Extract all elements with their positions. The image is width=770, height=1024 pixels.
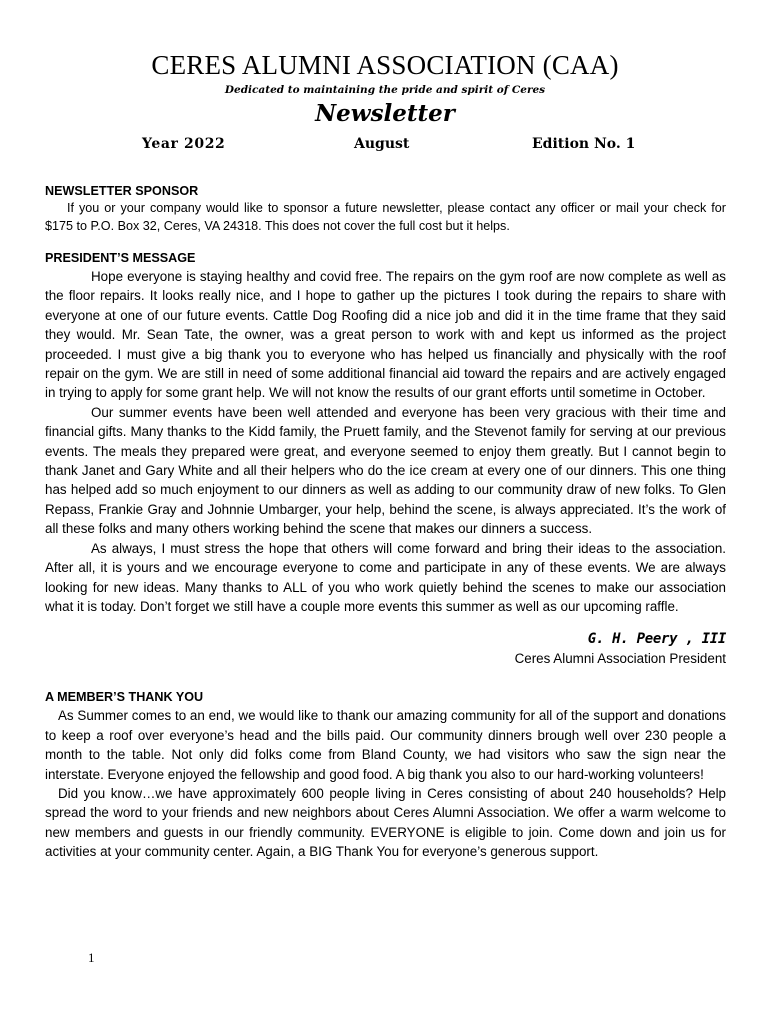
sponsor-text: If you or your company would like to sponsor a future newsletter, please contact any officer or mail your check for $175 to P.O. Box 32, Ceres, VA 24318. This does not cover the full cost but it helps. [45, 201, 726, 233]
president-heading: PRESIDENT’S MESSAGE [45, 251, 196, 265]
newsletter-body [45, 182, 726, 862]
edition-year: Year 2022 [142, 136, 226, 152]
member-thanks-paragraph: As Summer comes to an end, we would like to thank our amazing community for all of the support and donations to keep a roof over everyone’s head and the bills paid. Our community dinners brough well over 230 people a month to the table. Not only did folks come from Bland County, we had visitors who saw the sign near the interstate. Everyone enjoyed the fellowship and good food. A big thank you also to our hard-working volunteers! [45, 708, 726, 782]
association-title: CERES ALUMNI ASSOCIATION (CAA) [151, 50, 619, 80]
member-thanks-heading: A MEMBER’S THANK YOU [45, 690, 204, 705]
newsletter-masthead: Newsletter [315, 100, 455, 127]
president-paragraph: Hope everyone is staying healthy and covid free. The repairs on the gym roof are now complete as well as the floor repairs. It looks really nice, and I hope to gather up the pictures I took during the repairs to share with everyone at one of our future events. Cattle Dog Roofing did a nice job and did it in the time frame that they said they would. Mr. Sean Tate, the owner, was a great person to work with and kept us informed as the project proceeded. I must give a big thank you to everyone who has helped us financially and physically with the roof repair on the gym. We are still in need of some additional financial aid toward the repairs and are actively engaged in trying to apply for some grant help. We will not know the results of our grant efforts until sometime in October. [45, 269, 726, 401]
page-number: 1 [88, 950, 95, 965]
member-thanks-paragraph: Did you know…we have approximately 600 people living in Ceres consisting of about 240 households? Help spread the word to your friends and new neighbors about Ceres Alumni Association. We offer a warm welcome to new members and guests in our friendly community. EVERYONE is eligible to join. Come down and join us for activities at your community center. Again, a BIG Thank You for everyone’s generous support. [45, 785, 726, 860]
president-paragraph: As always, I must stress the hope that others will come forward and bring their ideas to the association. After all, it is yours and we encourage everyone to come and participate in any of these events. We are always looking for new ideas. Many thanks to ALL of you who work quietly behind the scenes to make our association what it is today. Don’t forget we still have a couple more events this summer as well as our upcoming raffle. [45, 540, 726, 614]
president-title: Ceres Alumni Association President [514, 651, 726, 667]
president-paragraph: Our summer events have been well attended and everyone has been very gracious with their time and financial gifts. Many thanks to the Kidd family, the Pruett family, and the Stevenot family for serving at our previous events. The meals they prepared were great, and everyone seemed to enjoy them greatly. But I cannot begin to thank Janet and Gary White and all their helpers who do the ice cream at every one of our dinners. This one thing has helped add so much enjoyment to our dinners as well as adding to our community draw of new folks. To Glen Repass, Frankie Gray and Johnnie Umbarger, your help, behind the scene, is always appreciated. It’s the work of all these folks and many others working behind the scene that makes our dinners a success. [45, 404, 726, 537]
edition-number: Edition No. 1 [532, 136, 636, 152]
president-signature-block [45, 628, 726, 668]
association-tagline: Dedicated to maintaining the pride and spirit of Ceres [224, 84, 546, 96]
member-thanks-section [45, 688, 726, 861]
president-signature: G. H. Peery , III [587, 631, 726, 648]
president-section [45, 249, 726, 668]
edition-month: August [354, 136, 410, 152]
sponsor-section [45, 182, 726, 235]
sponsor-heading: NEWSLETTER SPONSOR [45, 184, 199, 198]
